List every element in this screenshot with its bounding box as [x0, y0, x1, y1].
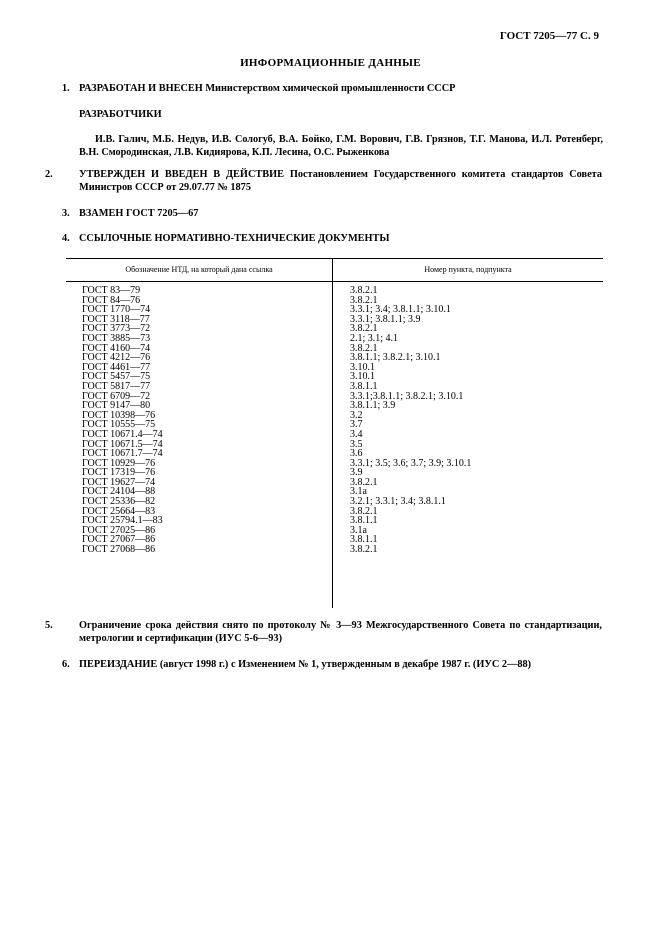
item-1-number: 1.	[62, 83, 70, 94]
table-cell-document: ГОСТ 6709—72	[82, 390, 151, 402]
table-cell-clause: 3.8.2.1	[350, 342, 378, 354]
item-1	[62, 83, 602, 95]
table-cell-clause: 3.8.2.1	[350, 476, 378, 488]
item-6-number: 6.	[62, 659, 70, 670]
table-cell-clause: 2.1; 3.1; 4.1	[350, 332, 399, 344]
table-cell-document: ГОСТ 4461—77	[82, 361, 151, 373]
table-cell-document: ГОСТ 10929—76	[82, 457, 156, 469]
table-header-document: Обозначение НТД, на который дана ссылка	[125, 265, 273, 274]
reference-table	[66, 258, 603, 608]
item-1-text: Министерством химической промышленности СССР	[202, 83, 456, 94]
table-cell-clause: 3.10.1	[350, 371, 375, 383]
item-4-number: 4.	[62, 233, 70, 244]
table-cell-document: ГОСТ 17319—76	[82, 467, 156, 479]
table-cell-clause: 3.10.1	[350, 361, 375, 373]
table-column-divider	[332, 258, 333, 608]
item-5	[45, 620, 602, 645]
document-column	[82, 286, 163, 555]
table-cell-document: ГОСТ 25794.1—83	[82, 515, 163, 527]
item-3-heading: ВЗАМЕН ГОСТ 7205—67	[79, 208, 199, 219]
table-cell-clause: 3.3.1; 3.8.1.1; 3.9	[350, 313, 421, 325]
item-2-text: Постановлением Государственного комитета стандартов Совета Министров СССР от 29.07.77 № 1875	[79, 169, 602, 193]
table-cell-clause: 3.7	[350, 419, 363, 431]
table-cell-clause: 3.5	[350, 438, 363, 450]
item-3-number: 3.	[62, 208, 70, 219]
table-cell-document: ГОСТ 27025—86	[82, 524, 156, 536]
table-top-rule	[66, 258, 603, 259]
table-cell-document: ГОСТ 10671.4—74	[82, 428, 163, 440]
table-header-rule	[66, 281, 603, 282]
page-header: ГОСТ 7205—77 С. 9	[499, 30, 599, 42]
table-cell-clause: 3.3.1; 3.5; 3.6; 3.7; 3.9; 3.10.1	[350, 457, 472, 469]
item-3	[62, 208, 602, 220]
table-cell-document: ГОСТ 27067—86	[82, 534, 156, 546]
item-1-heading: РАЗРАБОТАН И ВНЕСЕН	[79, 83, 203, 94]
table-cell-clause: 3.8.1.1; 3.8.2.1; 3.10.1	[350, 352, 441, 364]
table-cell-clause: 3.1а	[350, 486, 367, 498]
item-4	[62, 233, 602, 245]
developers-heading: РАЗРАБОТЧИКИ	[79, 109, 162, 120]
table-cell-clause: 3.8.1.1	[350, 380, 378, 392]
table-cell-document: ГОСТ 10555—75	[82, 419, 156, 431]
table-cell-clause: 3.2.1; 3.3.1; 3.4; 3.8.1.1	[350, 496, 446, 508]
table-cell-clause: 3.8.1.1	[350, 515, 378, 527]
table-cell-document: ГОСТ 4160—74	[82, 342, 151, 354]
table-cell-clause: 3.1а	[350, 524, 367, 536]
table-cell-clause: 3.9	[350, 467, 363, 479]
table-cell-clause: 3.8.2.1	[350, 505, 378, 517]
table-cell-document: ГОСТ 25664—83	[82, 505, 156, 517]
table-cell-clause: 3.4	[350, 428, 363, 440]
item-2	[45, 169, 602, 194]
table-cell-document: ГОСТ 19627—74	[82, 476, 156, 488]
item-5-number: 5.	[45, 620, 53, 631]
item-5-text: Ограничение срока действия снято по протоколу № 3—93 Межгосударственного Совета по стандартизации, метрологии и сертификации (ИУС 5-6—93)	[79, 620, 602, 644]
table-cell-clause: 3.2	[350, 409, 363, 421]
table-cell-document: ГОСТ 1770—74	[82, 304, 151, 316]
clause-column	[350, 286, 471, 555]
table-cell-clause: 3.6	[350, 448, 363, 460]
table-cell-document: ГОСТ 3885—73	[82, 332, 151, 344]
page-title: ИНФОРМАЦИОННЫЕ ДАННЫЕ	[240, 57, 421, 69]
table-cell-document: ГОСТ 27068—86	[82, 544, 156, 556]
table-cell-document: ГОСТ 10671.7—74	[82, 448, 163, 460]
table-cell-document: ГОСТ 10671.5—74	[82, 438, 163, 450]
table-cell-clause: 3.8.1.1; 3.9	[350, 400, 396, 412]
item-6-text: ПЕРЕИЗДАНИЕ (август 1998 г.) с Изменением № 1, утвержденным в декабре 1987 г. (ИУС 2—88)	[79, 659, 532, 670]
item-2-heading: УТВЕРЖДЕН И ВВЕДЕН В ДЕЙСТВИЕ	[79, 169, 284, 180]
table-cell-document: ГОСТ 83—79	[82, 285, 141, 296]
table-cell-clause: 3.8.2.1	[350, 323, 378, 335]
table-cell-document: ГОСТ 4212—76	[82, 352, 151, 364]
table-cell-document: ГОСТ 10398—76	[82, 409, 156, 421]
table-cell-document: ГОСТ 5817—77	[82, 380, 151, 392]
table-cell-document: ГОСТ 3773—72	[82, 323, 151, 335]
table-cell-clause: 3.8.2.1	[350, 285, 378, 296]
table-cell-clause: 3.3.1;3.8.1.1; 3.8.2.1; 3.10.1	[350, 390, 464, 402]
table-cell-document: ГОСТ 24104—88	[82, 486, 156, 498]
table-cell-document: ГОСТ 9147—80	[82, 400, 151, 412]
table-header-clause: Номер пункта, подпункта	[424, 265, 512, 274]
table-cell-document: ГОСТ 3118—77	[82, 313, 150, 325]
table-cell-clause: 3.8.2.1	[350, 294, 378, 306]
table-cell-document: ГОСТ 5457—75	[82, 371, 151, 383]
item-2-number: 2.	[45, 169, 53, 180]
table-cell-clause: 3.8.1.1	[350, 534, 378, 546]
table-cell-document: ГОСТ 84—76	[82, 294, 141, 306]
table-cell-clause: 3.3.1; 3.4; 3.8.1.1; 3.10.1	[350, 304, 451, 316]
developers-list: И.В. Галич, М.Б. Недув, И.В. Сологуб, В.А. Бойко, Г.М. Ворович, Г.В. Грязнов, Т.Г. Манова, И.Л. Ротенберг, В.Н. Смородинская, Л.В. Кидиярова, К.П. Лесина, О.С. Рыженкова	[79, 134, 603, 158]
table-cell-document: ГОСТ 25336—82	[82, 496, 156, 508]
table-cell-clause: 3.8.2.1	[350, 544, 378, 556]
item-6	[62, 659, 602, 671]
item-4-heading: ССЫЛОЧНЫЕ НОРМАТИВНО-ТЕХНИЧЕСКИЕ ДОКУМЕНТЫ	[79, 233, 390, 244]
